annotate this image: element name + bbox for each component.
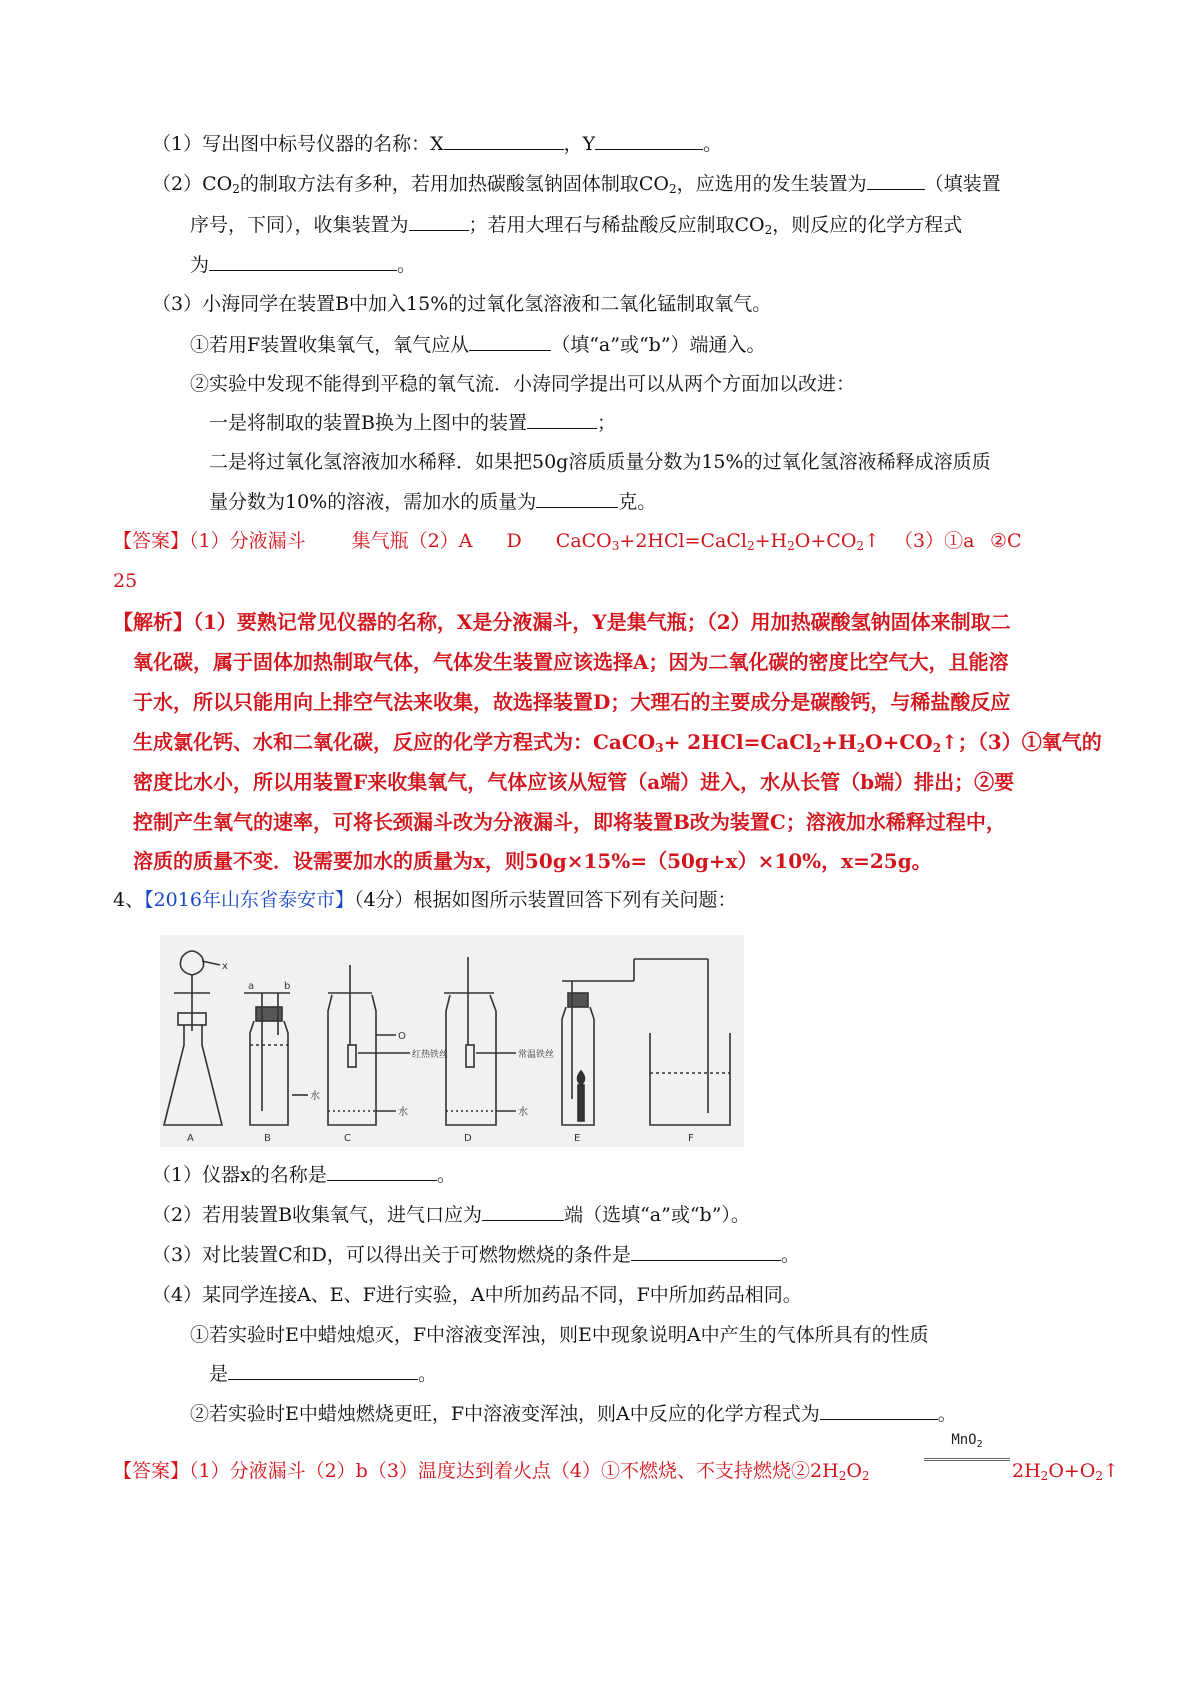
answer-blank[interactable]	[595, 131, 703, 150]
figure-label-port-a: a	[248, 981, 255, 992]
figure-label-water-d: 水	[518, 1107, 528, 1118]
apparatus-c	[328, 965, 410, 1125]
q4-part1: （1）仪器x的名称是 。	[152, 1164, 456, 1186]
answer-blank[interactable]	[527, 410, 597, 429]
answer-blank[interactable]	[327, 1162, 437, 1181]
answer-blank[interactable]	[820, 1401, 938, 1420]
analysis-line-5: 密度比水小，所以用装置F来收集氧气，气体应该从短管（a端）进入，水从长管（b端）排出；②要	[133, 770, 1015, 794]
figure-label-port-b: b	[284, 981, 291, 992]
answer-blank[interactable]	[867, 171, 925, 190]
apparatus-a	[164, 951, 222, 1125]
figure-label-d: D	[464, 1133, 472, 1144]
answer-blank[interactable]	[228, 1361, 418, 1380]
figure-label-o2-c: O	[398, 1031, 406, 1042]
analysis-line-7: 溶质的质量不变．设需要加水的质量为x，则50g×15%=（50g+x）×10%，x=25g。	[133, 849, 932, 873]
q4-part4-sub1: ①若实验时E中蜡烛熄灭，F中溶液变浑浊，则E中现象说明A中产生的气体所具有的性质	[190, 1324, 929, 1346]
q3-part1-label: （1）写出图中标号仪器的名称：X	[152, 133, 444, 155]
q4-answer-catalyst: MnO$_2$	[951, 1432, 983, 1450]
q3-part3-sub1: ①若用F装置收集氧气，氧气应从 （填“a”或“b”）端通入。	[190, 334, 766, 356]
figure-label-f: F	[688, 1133, 694, 1144]
answer-blank[interactable]	[469, 332, 551, 351]
figure-label-e: E	[574, 1133, 581, 1144]
q3-part3-sub4: 二是将过氧化氢溶液加水稀释．如果把50g溶质质量分数为15%的过氧化氢溶液稀释成溶质质	[209, 451, 991, 473]
q4-part4-sub2: ②若实验时E中蜡烛燃烧更旺，F中溶液变浑浊，则A中反应的化学方程式为 。	[190, 1403, 957, 1425]
q4-title: 4、【2016年山东省泰安市】（4分）根据如图所示装置回答下列有关问题：	[113, 889, 737, 911]
figure-label-b: B	[264, 1133, 271, 1144]
figure-label-hot-wire: 红热铁丝	[412, 1050, 449, 1060]
q4-answer-products: $2H_2O+O_2↑$	[1012, 1460, 1119, 1483]
q3-part3-intro: （3）小海同学在装置B中加入15%的过氧化氢溶液和二氧化锰制取氧气。	[152, 293, 772, 315]
apparatus-figure	[160, 935, 744, 1147]
q4-part3: （3）对比装置C和D，可以得出关于可燃物燃烧的条件是 。	[152, 1244, 800, 1266]
figure-label-water-b: 水	[310, 1091, 320, 1102]
q4-part4: （4）某同学连接A、E、F进行实验，A中所加药品不同，F中所加药品相同。	[152, 1284, 802, 1306]
analysis-line-3: 于水，所以只能用向上排空气法来收集，故选择装置D；大理石的主要成分是碳酸钙，与稀盐酸反应	[133, 690, 1011, 714]
q4-part4-sub1-cont: 是 。	[209, 1363, 438, 1385]
q3-part1: （1）写出图中标号仪器的名称：X ，Y 。	[152, 133, 723, 155]
q3-part3-sub2: ②实验中发现不能得到平稳的氧气流．小涛同学提出可以从两个方面加以改进：	[190, 373, 856, 395]
apparatus-f	[650, 1033, 730, 1125]
answer-blank[interactable]	[536, 489, 618, 508]
apparatus-b	[244, 993, 308, 1125]
answer-blank[interactable]	[409, 212, 469, 231]
q4-part2: （2）若用装置B收集氧气，进气口应为 端（选填“a”或“b”）。	[152, 1204, 750, 1226]
q3-part3-sub5: 量分数为10%的溶液，需加水的质量为 克。	[209, 491, 657, 513]
analysis-line-6: 控制产生氧气的速率，可将长颈漏斗改为分液漏斗，即将装置B改为装置C；溶液加水稀释过程中，	[133, 810, 1006, 834]
analysis-line-4: 生成氯化钙、水和二氧化碳，反应的化学方程式为：CaCO$_3$+ $2HCl=CaCl_2+H_2O+CO_2↑$；（3）①氧气的	[133, 730, 1102, 755]
q3-answer-cont: 25	[113, 570, 138, 592]
q3-answer: 【答案】（1）分液漏斗 集气瓶（2）A D $CaCO_3+2HCl=CaCl_2+H_2O+CO_2↑$ （3）①a	[113, 530, 975, 553]
q3-part2-line1: $(2)CO_2$的制取方法有多种，若用加热碳酸氢钠固体制取$CO_2$，应选用的发生装置为 （填装置	[152, 173, 1001, 196]
q3-answer-equation: $CaCO_3+2HCl=CaCl_2+H_2O+CO_2↑$	[555, 530, 880, 553]
q3-part2-line3: 为 。	[190, 254, 417, 276]
q3-part3-sub3: 一是将制取的装置B换为上图中的装置 ；	[209, 412, 616, 434]
figure-label-x: x	[222, 961, 228, 972]
answer-blank[interactable]	[444, 131, 564, 150]
figure-label-a: A	[187, 1133, 194, 1144]
apparatus-d	[444, 957, 516, 1125]
figure-label-c: C	[344, 1133, 351, 1144]
answer-blank[interactable]	[209, 252, 397, 271]
answer-blank[interactable]	[482, 1202, 564, 1221]
q4-answer-arrow-line	[924, 1458, 1010, 1461]
q3-part2-line2: 序号，下同），收集装置为 ；若用大理石与稀盐酸反应制取$CO_2$，则反应的化学方程式	[190, 214, 963, 237]
answer-blank[interactable]	[631, 1242, 781, 1261]
analysis-line-2: 氧化碳，属于固体加热制取气体，气体发生装置应该选择A；因为二氧化碳的密度比空气大，且能溶	[133, 650, 1009, 674]
q3-answer-part3-2: ②C	[990, 530, 1022, 552]
q4-answer: 【答案】（1）分液漏斗（2）b（3）温度达到着火点（4）①不燃烧、不支持燃烧$②2H_2O_2$	[113, 1460, 870, 1483]
analysis-line-1: 【解析】（1）要熟记常见仪器的名称，X是分液漏斗，Y是集气瓶；（2）用加热碳酸氢钠固体来制取二	[113, 610, 1011, 634]
apparatus-e	[562, 959, 708, 1125]
figure-label-cold-wire: 常温铁丝	[518, 1050, 555, 1060]
q4-source: 【2016年山东省泰安市】	[144, 889, 354, 911]
figure-label-water-c: 水	[398, 1107, 408, 1118]
